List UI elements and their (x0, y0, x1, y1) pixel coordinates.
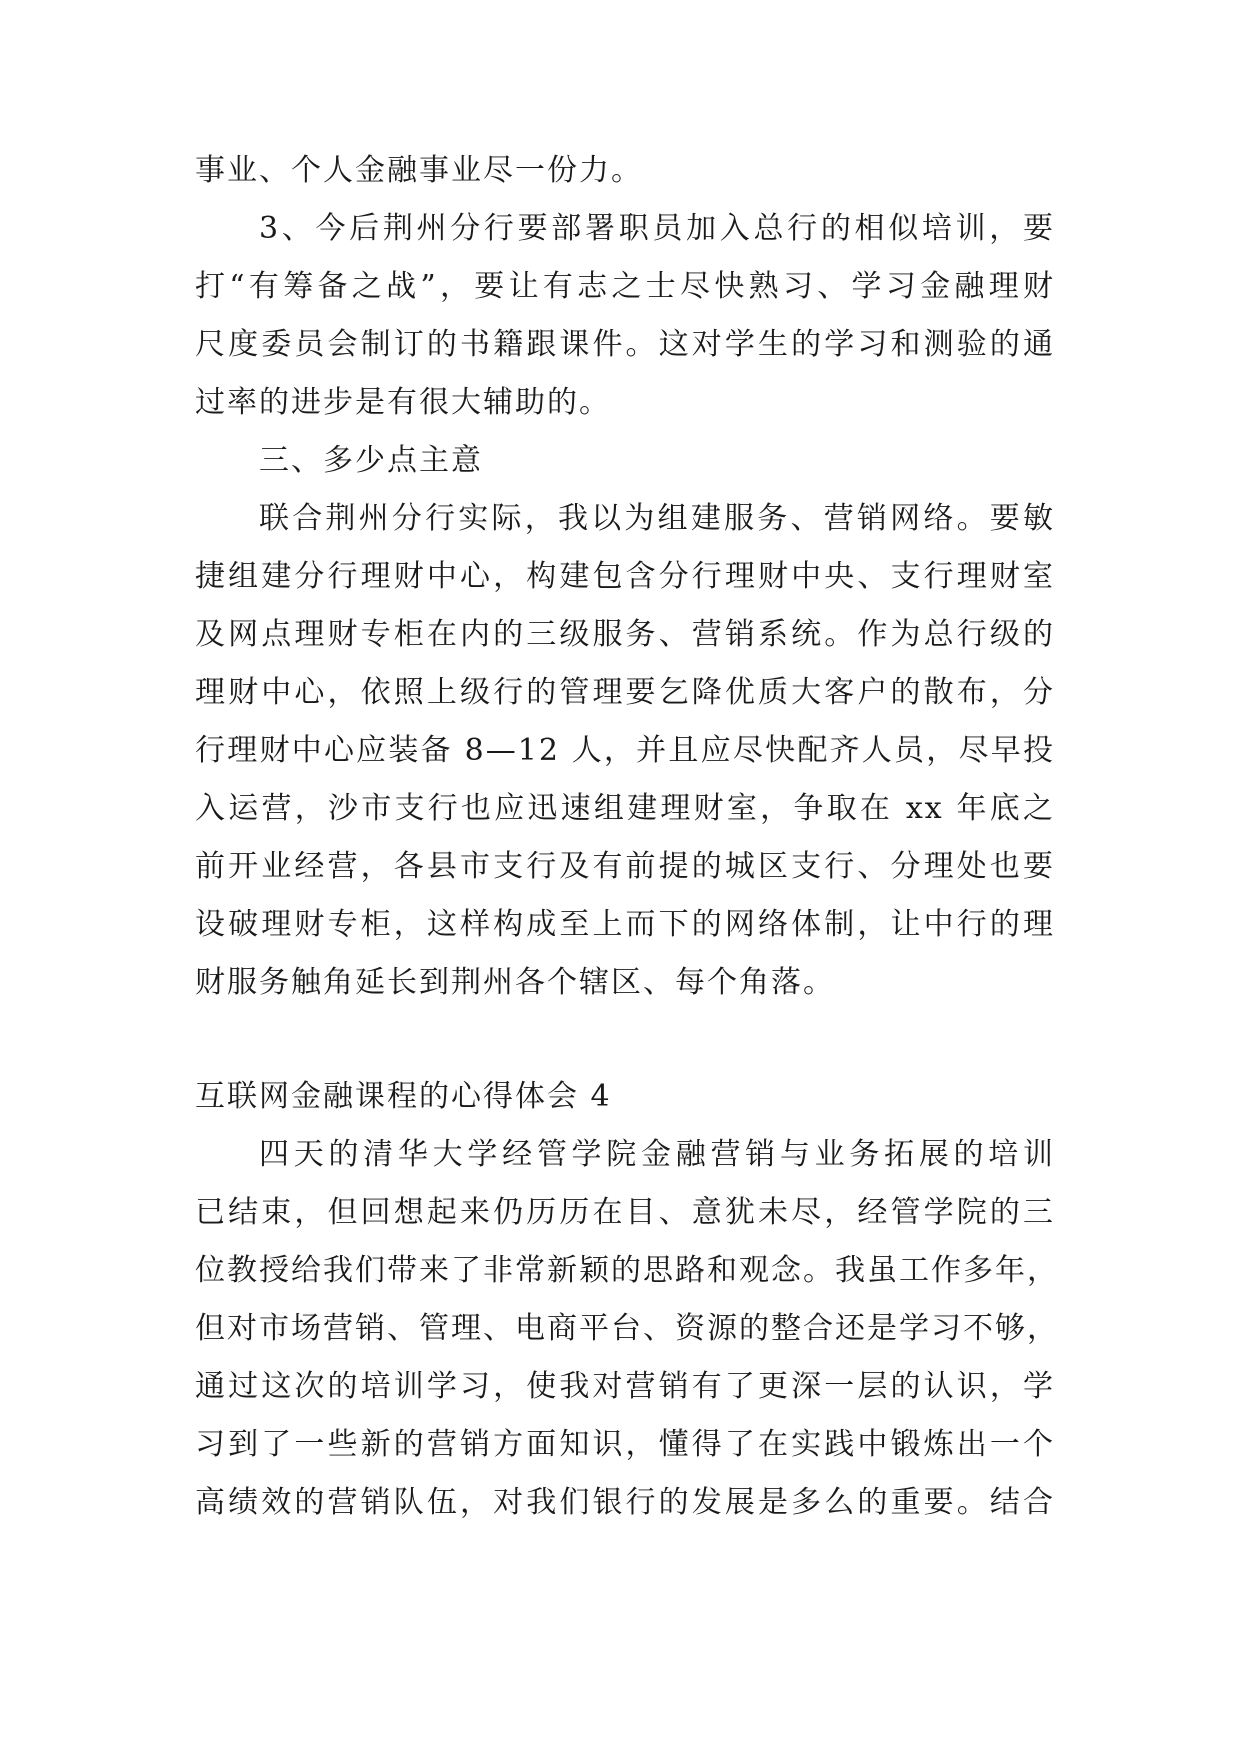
paragraph-line: 事业、个人金融事业尽一份力。 (195, 153, 643, 188)
paragraph-line: 位教授给我们带来了非常新颖的思路和观念。我虽工作多年， (195, 1253, 1059, 1288)
article-4-paragraph (195, 1126, 1059, 1532)
paragraph-line: 设破理财专柜，这样构成至上而下的网络体制，让中行的理 (195, 907, 1055, 942)
paragraph-line: 3、今后荆州分行要部署职员加入总行的相似培训，要 (259, 211, 1055, 246)
paragraph-line: 尺度委员会制订的书籍跟课件。这对学生的学习和测验的通 (195, 327, 1055, 362)
paragraph-line: 前开业经营，各县市支行及有前提的城区支行、分理处也要 (195, 849, 1055, 884)
continuation-paragraph (195, 142, 1055, 200)
paragraph-line: 但对市场营销、管理、电商平台、资源的整合还是学习不够， (195, 1311, 1059, 1346)
section-3-paragraph (195, 490, 1055, 1012)
paragraph-line: 理财中心，依照上级行的管理要乞降优质大客户的散布，分 (195, 675, 1055, 710)
paragraph-line: 高绩效的营销队伍，对我们银行的发展是多么的重要。结合 (195, 1485, 1055, 1520)
paragraph-line: 过率的进步是有很大辅助的。 (195, 385, 611, 420)
paragraph-line: 捷组建分行理财中心，构建包含分行理财中央、支行理财室 (195, 559, 1055, 594)
paragraph-line: 习到了一些新的营销方面知识，懂得了在实践中锻炼出一个 (195, 1427, 1055, 1462)
paragraph-line: 通过这次的培训学习，使我对营销有了更深一层的认识，学 (195, 1369, 1055, 1404)
paragraph-line: 及网点理财专柜在内的三级服务、营销系统。作为总行级的 (195, 617, 1055, 652)
paragraph-line: 联合荆州分行实际，我以为组建服务、营销网络。要敏 (259, 501, 1055, 536)
paragraph-line: 已结束，但回想起来仍历历在目、意犹未尽，经管学院的三 (195, 1195, 1055, 1230)
item-3-paragraph (195, 200, 1055, 432)
paragraph-line: 四天的清华大学经管学院金融营销与业务拓展的培训 (259, 1137, 1055, 1172)
paragraph-line: 入运营，沙市支行也应迅速组建理财室，争取在 xx 年底之 (195, 791, 1055, 826)
paragraph-line: 行理财中心应装备 8—12 人，并且应尽快配齐人员，尽早投 (195, 733, 1055, 768)
paragraph-line: 财服务触角延长到荆州各个辖区、每个角落。 (195, 965, 835, 1000)
article-title: 互联网金融课程的心得体会 4 (195, 1079, 612, 1114)
paragraph-line: 打“有筹备之战”，要让有志之士尽快熟习、学习金融理财 (195, 269, 1055, 304)
section-heading: 三、多少点主意 (259, 443, 483, 478)
